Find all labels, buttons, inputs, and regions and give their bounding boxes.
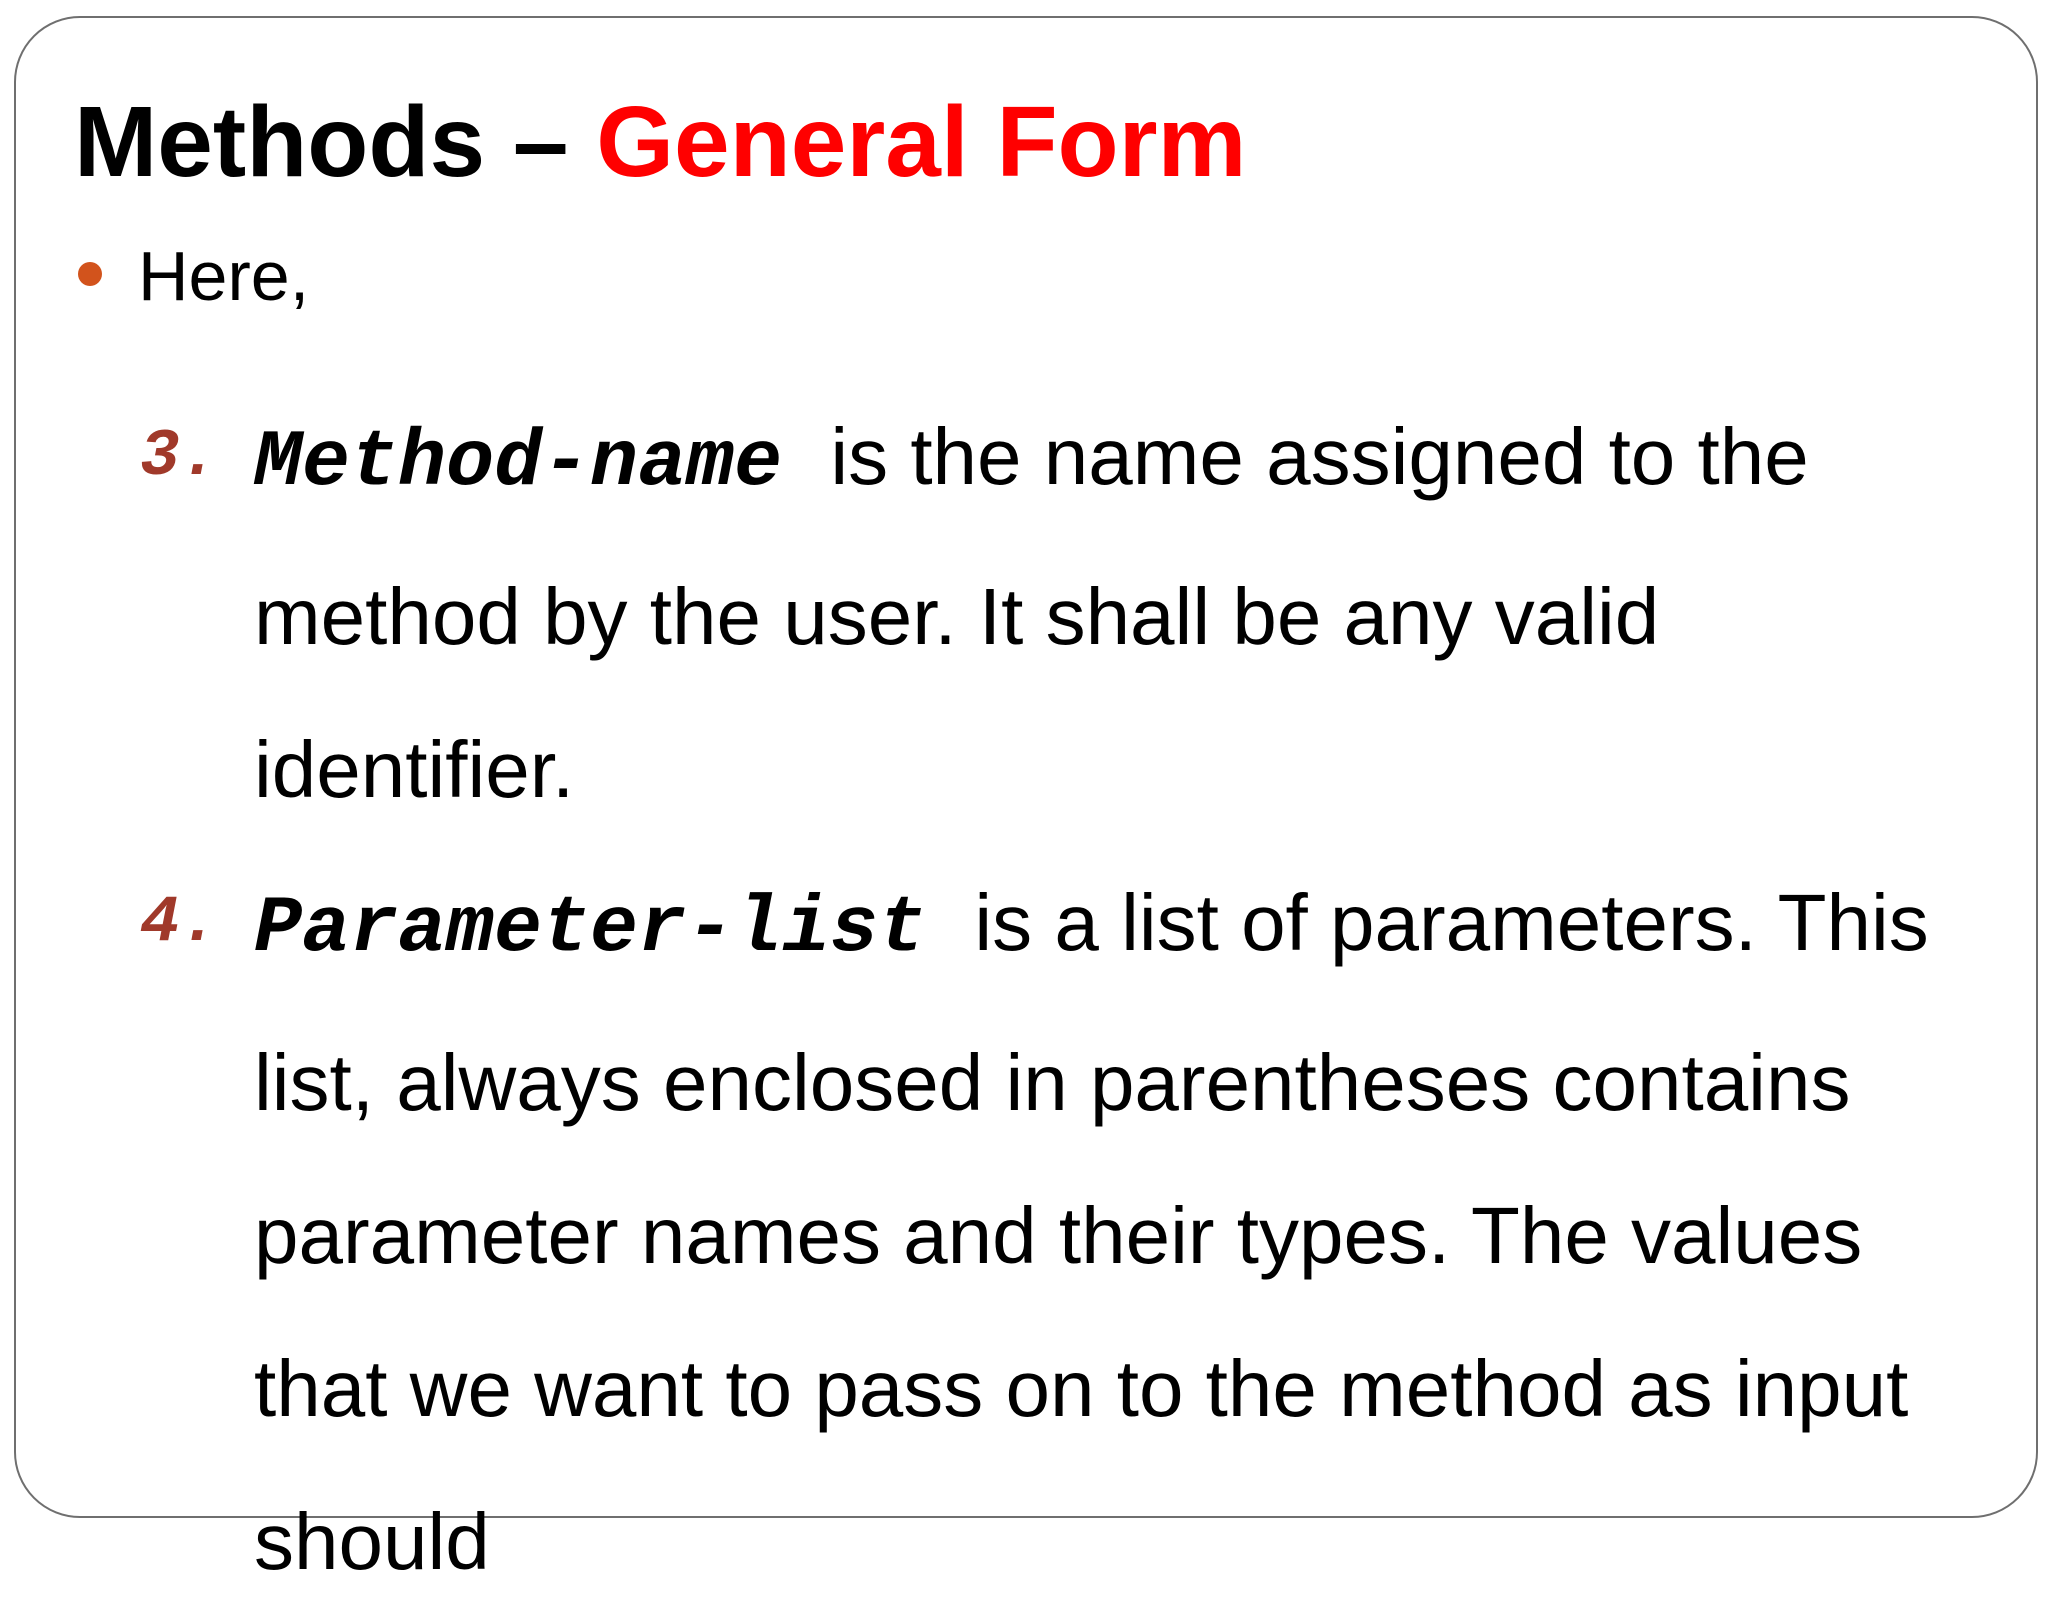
list-item-method-name [140,380,1960,846]
bullet-dot-icon [78,262,102,286]
item-number: 3. [140,419,220,494]
list-item-parameter-list [140,846,1960,1618]
bullet-item [78,236,309,316]
item-text: is a list of parameters. This list, always enclosed in parentheses contains parameter names and their types. The values that we want to pass on to the method as input should [254,878,1929,1586]
item-text: is the name assigned to the method by the user. It shall be any valid identifier. [254,412,1809,814]
title-main: Methods – [74,86,597,198]
item-term: Method-name [254,418,783,509]
item-number: 4. [140,885,220,960]
item-term: Parameter-list [254,884,927,975]
bullet-text: Here, [138,237,310,315]
numbered-list [140,380,1960,1618]
title-accent: General Form [596,86,1247,198]
slide-title [74,82,1246,202]
